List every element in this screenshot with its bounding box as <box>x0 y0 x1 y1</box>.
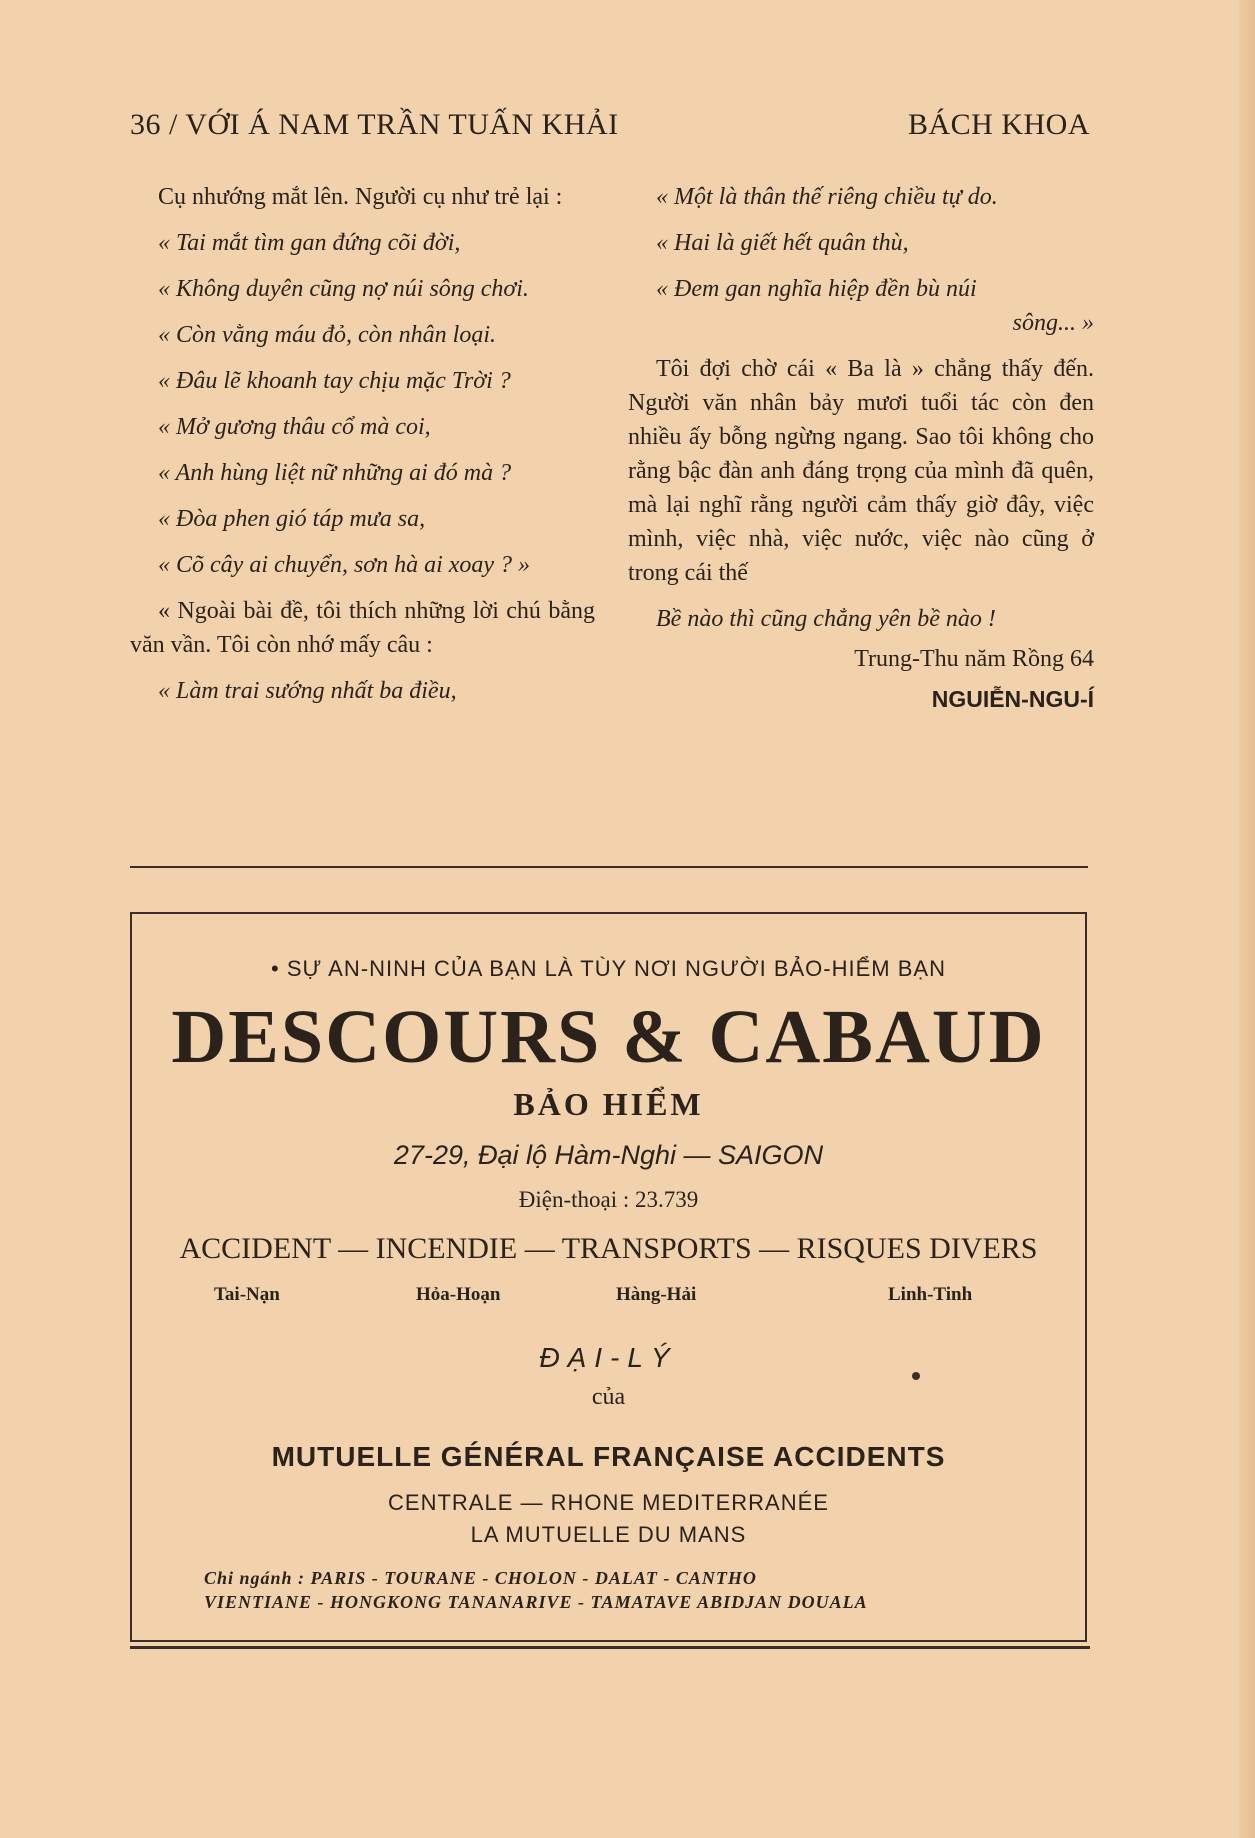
verse-line: « Đâu lẽ khoanh tay chịu mặc Trời ? <box>158 368 511 394</box>
left-column <box>130 180 595 720</box>
ad-address: 27-29, Đại lộ Hàm-Nghi — SAIGON <box>393 1140 824 1170</box>
verse-line: « Làm trai sướng nhất ba điều, <box>158 678 457 704</box>
ad-branches-line: Chi ngánh : PARIS - TOURANE - CHOLON - DALAT - CANTHO <box>204 1568 757 1588</box>
verse-line: « Đem gan nghĩa hiệp đền bù núi <box>656 276 977 302</box>
closing-verse: Bề nào thì cũng chẳng yên bề nào ! <box>656 606 996 632</box>
ink-dot <box>912 1372 920 1380</box>
divider <box>130 1646 1090 1649</box>
ad-label: Tai-Nạn <box>214 1284 280 1305</box>
verse-line-end: sông... » <box>1012 310 1094 336</box>
ad-label: Linh-Tinh <box>888 1284 973 1305</box>
advertisement <box>130 912 1087 1642</box>
body-paragraph: Tôi đợi chờ cái « Ba là » chẳng thấy đến. Người văn nhân bảy mươi tuổi tác còn đen nhiều ấy bỗng ngừng ngang. Sao tôi không cho rằng bậc đàn anh đáng trọng của mình đã quên, mà lại nghĩ rằng người cảm thấy giờ đây, việc mình, việc nhà, việc nước, việc nào cũng ở trong cái thế <box>628 356 1094 586</box>
intro-paragraph: Cụ nhướng mắt lên. Người cụ như trẻ lại : <box>158 184 563 210</box>
ad-company-name: DESCOURS & CABAUD <box>171 995 1046 1079</box>
right-column <box>628 180 1094 716</box>
divider <box>130 866 1088 868</box>
ad-label: Hỏa-Hoạn <box>416 1284 501 1305</box>
ad-centrale: CENTRALE — RHONE MEDITERRANÉE <box>388 1490 829 1515</box>
ad-insurance-lines: ACCIDENT — INCENDIE — TRANSPORTS — RISQUES DIVERS <box>179 1232 1038 1265</box>
page-header <box>130 108 1090 148</box>
ad-label: Hàng-Hải <box>616 1284 697 1305</box>
verse-line: « Hai là giết hết quân thù, <box>656 230 909 256</box>
ad-mans: LA MUTUELLE DU MANS <box>470 1522 747 1547</box>
ad-slogan: • SỰ AN-NINH CỦA BẠN LÀ TÙY NƠI NGƯỜI BẢO-HIỂM BẠN <box>271 956 946 981</box>
ad-agent: ĐẠI-LÝ <box>539 1342 678 1373</box>
ad-subtitle: BẢO HIỂM <box>513 1086 704 1122</box>
verse-line: « Đòa phen gió táp mưa sa, <box>158 506 426 532</box>
verse-line: « Mở gương thâu cổ mà coi, <box>158 414 431 440</box>
ad-mutuelle: MUTUELLE GÉNÉRAL FRANÇAISE ACCIDENTS <box>271 1441 946 1472</box>
verse-line: « Còn vằng máu đỏ, còn nhân loại. <box>158 322 496 348</box>
verse-line: « Cõ cây ai chuyển, sơn hà ai xoay ? » <box>158 552 531 578</box>
body-paragraph: « Ngoài bài đề, tôi thích những lời chú bằng văn vần. Tôi còn nhớ mấy câu : <box>130 598 595 658</box>
verse-line: « Một là thân thế riêng chiều tự do. <box>656 184 998 210</box>
ad-of: của <box>591 1384 626 1410</box>
verse-line: « Anh hùng liệt nữ những ai đó mà ? <box>158 460 512 486</box>
dateline: Trung-Thu năm Rồng 64 <box>854 646 1094 672</box>
author-signature: NGUIỄN-NGU-Í <box>931 686 1094 712</box>
ad-branches-line: VIENTIANE - HONGKONG TANANARIVE - TAMATAVE ABIDJAN DOUALA <box>204 1592 868 1612</box>
ad-branches <box>204 1566 868 1614</box>
header-title: 36 / VỚI Á NAM TRẦN TUẤN KHẢI <box>130 108 619 141</box>
magazine-name: BÁCH KHOA <box>907 108 1090 141</box>
ad-phone: Điện-thoại : 23.739 <box>518 1187 699 1212</box>
verse-line: « Không duyên cũng nợ núi sông chơi. <box>158 276 529 302</box>
verse-line: « Tai mắt tìm gan đứng cõi đời, <box>158 230 461 256</box>
page-edge <box>1239 0 1255 1838</box>
